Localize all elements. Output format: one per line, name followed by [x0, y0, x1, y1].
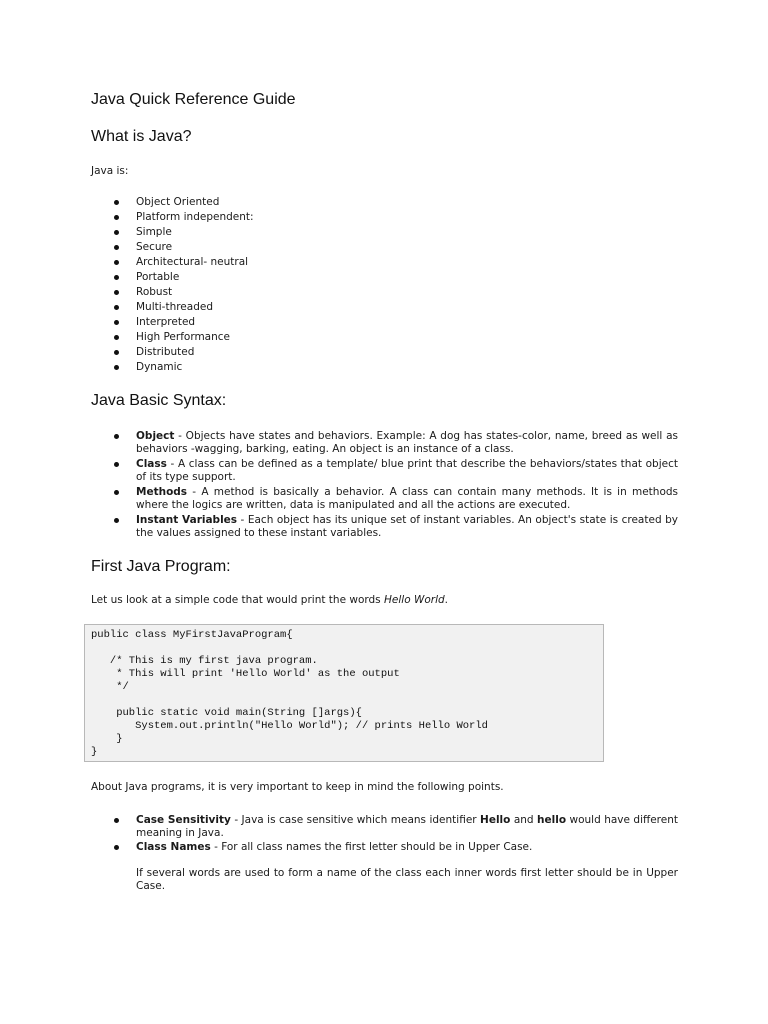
hello-world-emphasis: Hello World [384, 594, 445, 606]
code-block [84, 624, 604, 762]
bullet-icon [114, 290, 119, 295]
term-class-names: Class Names [136, 841, 211, 853]
bullet-icon [114, 215, 119, 220]
heading-what-is-java: What is Java? [91, 128, 192, 145]
first-program-intro: Let us look at a simple code that would print the words Hello World. [91, 594, 449, 606]
bullet-icon [114, 434, 119, 439]
heading-basic-syntax: Java Basic Syntax: [91, 392, 227, 409]
term-class: Class [136, 458, 167, 470]
bullet-icon [114, 462, 119, 467]
bullet-icon [114, 335, 119, 340]
bullet-icon [114, 518, 119, 523]
term-object: Object [136, 430, 175, 442]
java-is-intro: Java is: [91, 165, 129, 177]
page-title: Java Quick Reference Guide [91, 91, 296, 108]
class-names-detail: If several words are used to form a name of the class each inner words first letter should be in Upper Case. [136, 867, 678, 892]
document-page: Java Quick Reference Guide What is Java? Java is: Object Oriented Platform independent: Simple Secure Architectural- neutral Portable Robust Multi-threaded Interpreted High Performance Distributed Dynamic Java Basic Syntax: Object - Objects have states and behaviors. Example: A dog has states-color, name, breed as well as behaviors -wagging, barking, eating. An object is an instance of a class. Class - A class can be defined as a template/ blue print that describe the behaviors/states that object of its type support. Methods - A method is basically a behavior. A class can contain many methods. It is in methods where the logics are written, data is manipulated and all the actions are executed. Instant Variables - Each object has its unique set of instant variables. An object's state is created by the values assigned to these instant variables. First Java Program: Let us look at a simple code that would print the words Hello World. public class MyFirstJavaProgram{ /* This is my first java program. * This will print 'Hello World' as the output */ public static void main(String []args){ System.out.println("Hello World"); // prints Hello World } } About Java programs, it is very important to keep in mind the following points. Case Sensitivity - Java is case sensitive which means identifier Hello and hello would have different meaning in Java. Class Names - For all class names the first letter should be in Upper Case. If several words are used to form a name of the class each inner words first letter should be in Upper Case. [0, 0, 768, 1024]
bullet-icon [114, 350, 119, 355]
heading-first-program: First Java Program: [91, 558, 231, 575]
term-instant-variables: Instant Variables [136, 514, 238, 526]
bullet-icon [114, 845, 119, 850]
code-text: public class MyFirstJavaProgram{ /* This is my first java program. * This will print 'Hello World' as the output */ public static void main(String []args){ System.out.println("Hello World"); // prints Hello World } } [91, 629, 488, 758]
bullet-icon [114, 490, 119, 495]
bullet-icon [114, 305, 119, 310]
term-case-sensitivity: Case Sensitivity [136, 814, 231, 826]
bullet-icon [114, 365, 119, 370]
bullet-icon [114, 275, 119, 280]
bullet-icon [114, 260, 119, 265]
bullet-icon [114, 245, 119, 250]
bullet-icon [114, 818, 119, 823]
about-programs-text: About Java programs, it is very important to keep in mind the following points. [91, 781, 504, 793]
bullet-icon [114, 320, 119, 325]
bullet-icon [114, 230, 119, 235]
bullet-icon [114, 200, 119, 205]
term-methods: Methods [136, 486, 188, 498]
